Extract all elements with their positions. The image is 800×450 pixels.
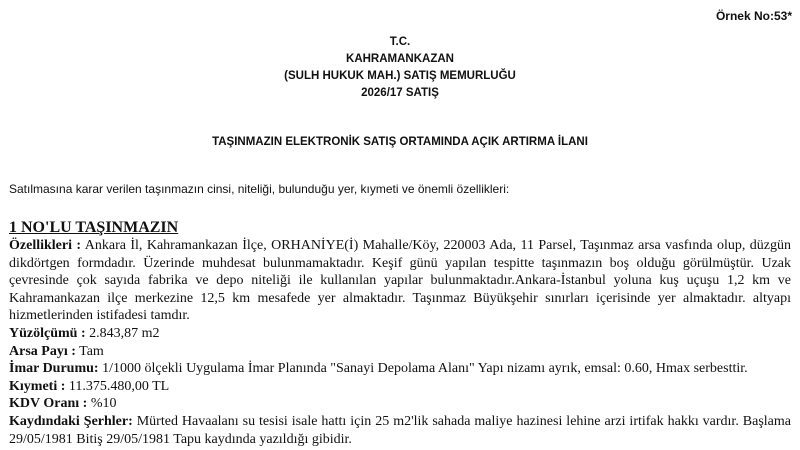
field-vat-rate-value: %10 bbox=[90, 396, 117, 412]
field-zoning-value: 1/1000 ölçekli Uygulama İmar Planında "Sanayi Depolama Alanı" Yapı nizamı ayrık, emsal: 0.60, Hmax serbesttir. bbox=[102, 361, 748, 377]
field-area-label: Yüzölçümü : bbox=[9, 325, 86, 341]
field-land-share-label: Arsa Payı : bbox=[9, 343, 76, 359]
field-vat-rate-label: KDV Oranı : bbox=[9, 396, 88, 412]
field-area-value: 2.843,87 m2 bbox=[89, 325, 160, 341]
field-zoning-label: İmar Durumu: bbox=[9, 361, 99, 377]
notice-title: TAŞINMAZIN ELEKTRONİK SATIŞ ORTAMINDA AÇIK ARTIRMA İLANI bbox=[212, 136, 588, 148]
field-registry-terms-label: Kaydındaki Şerhler: bbox=[9, 413, 133, 429]
field-land-share-value: Tam bbox=[79, 343, 104, 359]
field-value-label: Kıymeti : bbox=[9, 378, 66, 394]
header-country: T.C. bbox=[389, 36, 411, 48]
field-registry-terms-value: Mürted Havaalanı su tesisi isale hattı için 25 m2'lik sahada maliye hazinesi lehine arzi irtifak hakkı vardır. Başlama 29/05/1981 Bitiş 29/05/1981 Tapu kaydında yazıldığı gibidir. bbox=[9, 413, 791, 447]
field-vat-rate bbox=[9, 395, 791, 413]
field-features-value: Ankara İl, Kahramankazan İlçe, ORHANİYE(İ) Mahalle/Köy, 220003 Ada, 11 Parsel, Taşınmaz arsa vasfında olup, düzgün dikdörtgen formdadır. Üzerinde muhdesat bulunmamaktadır. Keşif günü yapılan tespitte taşınmazın boş olduğu görülmüştür. Uzak çevresinde çok sayıda fabrika ve depo niteliği ile kullanılan yapılar bulunmaktadır.Ankara-İstanbul yoluna kuş uçuşu 1,2 km ve Kahramankazan ilçe merkezine 12,5 km mesafede yer almaktadır. Taşınmaz Büyükşehir sınırları içerisinde yer almaktadır. altyapı hizmetlerinden istifadesi tamdır. bbox=[9, 238, 791, 324]
field-land-share bbox=[9, 343, 791, 361]
field-registry-terms bbox=[9, 413, 791, 448]
header-city: KAHRAMANKAZAN bbox=[346, 53, 454, 65]
header-office: (SULH HUKUK MAH.) SATIŞ MEMURLUĞU bbox=[284, 70, 516, 82]
header-file-number: 2026/17 SATIŞ bbox=[361, 87, 439, 99]
field-features-label: Özellikleri : bbox=[9, 238, 82, 253]
property-heading: 1 NO'LU TAŞINMAZIN bbox=[9, 219, 179, 236]
field-area bbox=[9, 325, 791, 343]
intro-text: Satılmasına karar verilen taşınmazın cinsi, niteliği, bulunduğu yer, kıymeti ve önemli özellikleri: bbox=[9, 182, 510, 196]
field-features bbox=[9, 237, 791, 325]
office-header bbox=[0, 34, 800, 102]
field-value-amount: 11.375.480,00 TL bbox=[68, 378, 170, 394]
field-zoning bbox=[9, 360, 791, 378]
field-value bbox=[9, 378, 791, 396]
example-number: Örnek No:53* bbox=[715, 9, 792, 23]
property-section bbox=[9, 219, 791, 448]
